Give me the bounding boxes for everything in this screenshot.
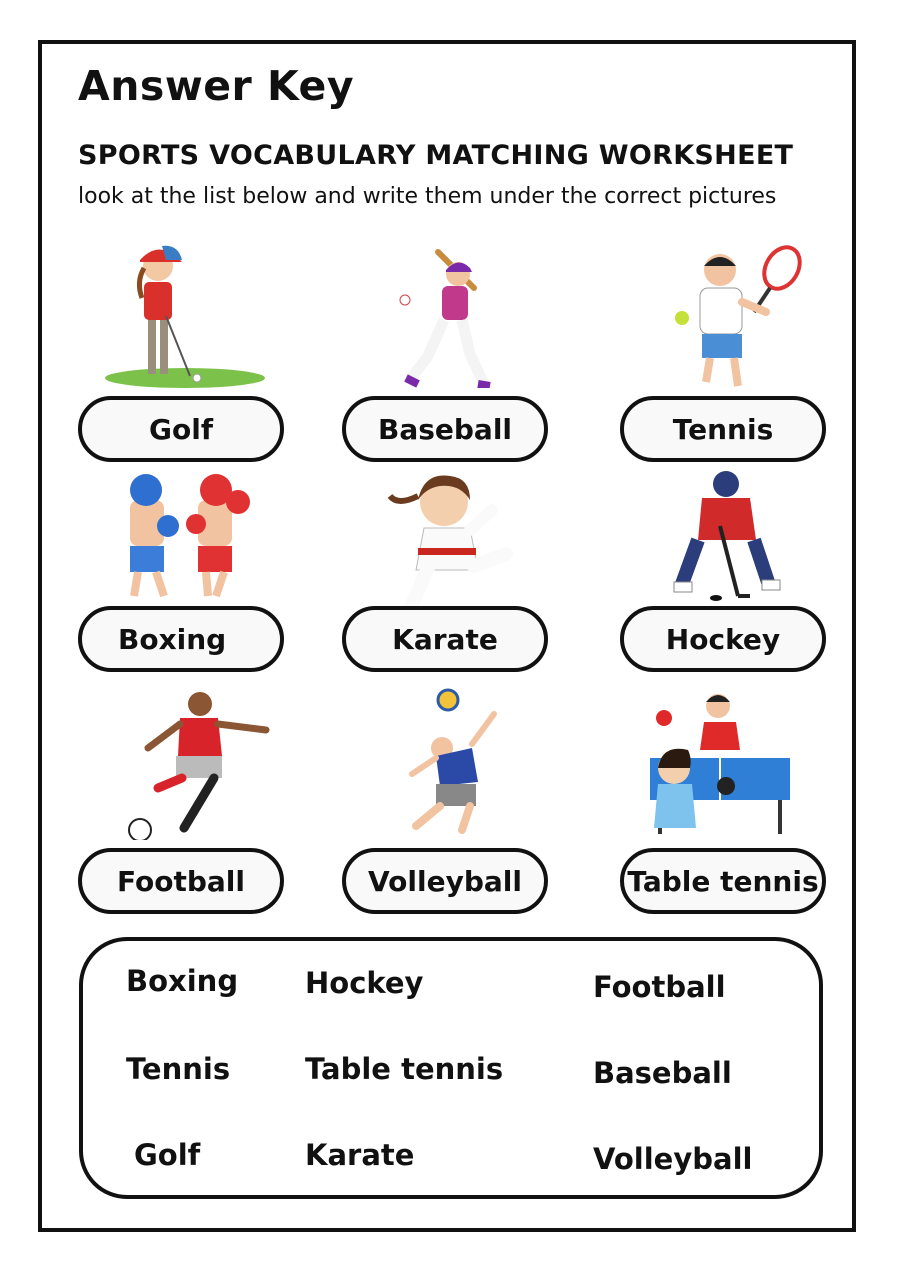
answer-label-baseball: Baseball [342,396,548,462]
word-bank-item: Football [593,970,726,1004]
word-bank-item: Hockey [305,966,424,1000]
word-bank-item: Baseball [593,1056,732,1090]
karate-girl-icon [370,466,540,616]
football-player-icon [118,690,288,840]
answer-label-volleyball: Volleyball [342,848,548,914]
answer-label-tennis: Tennis [620,396,826,462]
word-bank-item: Karate [305,1138,415,1172]
page-title: Answer Key [78,62,355,110]
answer-label-boxing: Boxing [78,606,284,672]
word-bank-item: Golf [134,1138,201,1172]
answer-label-golf: Golf [78,396,284,462]
answer-label-karate: Karate [342,606,548,672]
boxers-icon [112,468,282,618]
table-tennis-players-icon [640,688,810,838]
worksheet-heading: SPORTS VOCABULARY MATCHING WORKSHEET [78,140,794,171]
instructions: look at the list below and write them under the correct pictures [78,184,777,209]
golf-player-icon [100,238,270,388]
word-bank-item: Table tennis [305,1052,504,1086]
hockey-player-icon [640,466,810,616]
tennis-player-icon [642,242,812,392]
answer-label-hockey: Hockey [620,606,826,672]
word-bank-item: Volleyball [593,1142,753,1176]
word-bank-item: Tennis [126,1052,231,1086]
answer-label-table-tennis: Table tennis [620,848,826,914]
volleyball-player-icon [376,686,546,836]
baseball-batter-icon [362,238,532,388]
answer-label-football: Football [78,848,284,914]
word-bank-item: Boxing [126,964,239,998]
